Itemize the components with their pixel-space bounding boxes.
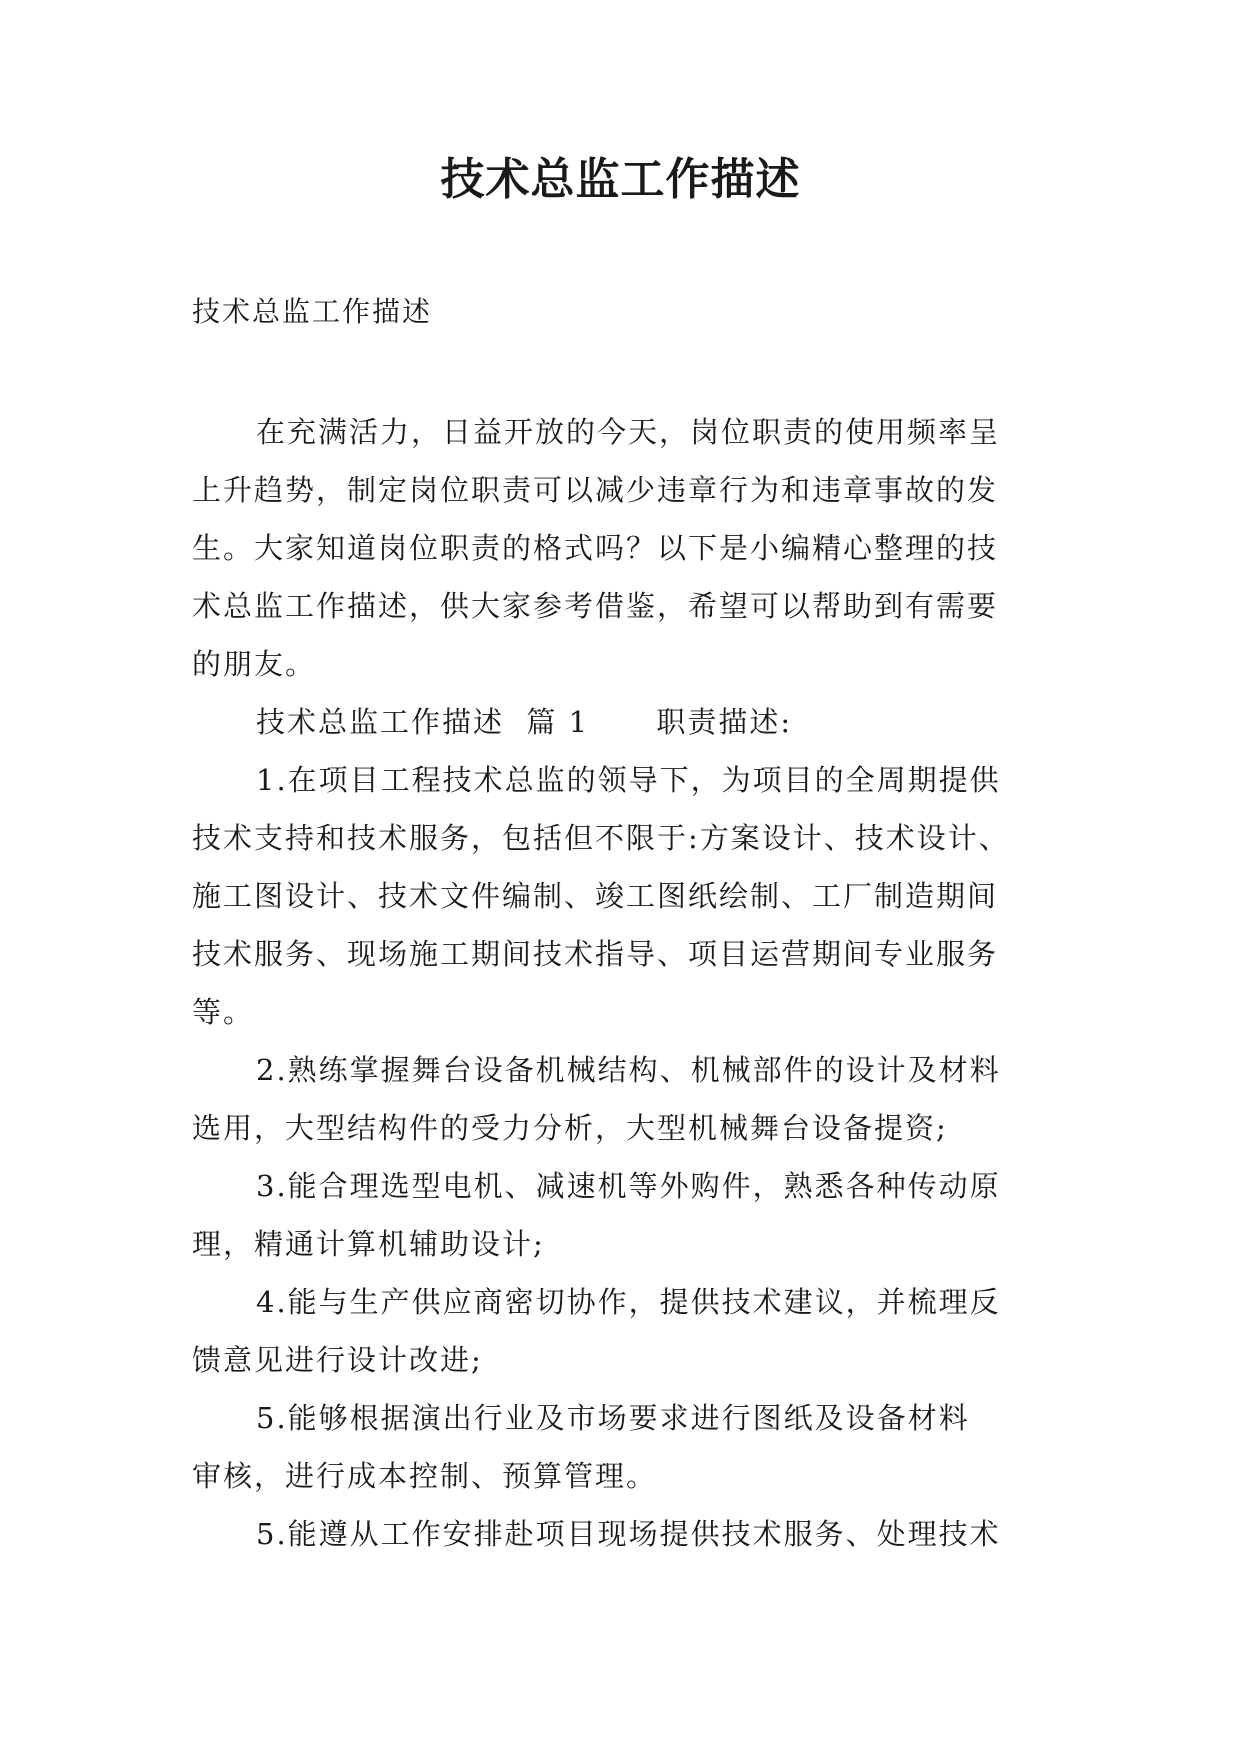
- text-line: 技术支持和技术服务，包括但不限于:方案设计、技术设计、: [192, 821, 1010, 855]
- text-line: 馈意见进行设计改进;: [192, 1343, 483, 1377]
- text-line: 技术服务、现场施工期间技术指导、项目运营期间专业服务: [192, 937, 999, 971]
- document-body: [192, 403, 1072, 1563]
- text-line: 5.能遵从工作安排赴项目现场提供技术服务、处理技术: [256, 1517, 1001, 1551]
- text-line: 施工图设计、技术文件编制、竣工图纸绘制、工厂制造期间: [192, 879, 999, 913]
- text-line: 等。: [192, 995, 255, 1029]
- text-line: 生。大家知道岗位职责的格式吗？以下是小编精心整理的技: [192, 531, 999, 565]
- text-line: 5.能够根据演出行业及市场要求进行图纸及设备材料: [256, 1401, 970, 1435]
- text-line: 4.能与生产供应商密切协作，提供技术建议，并梳理反: [256, 1285, 1001, 1319]
- text-line: 3.能合理选型电机、减速机等外购件，熟悉各种传动原: [256, 1169, 1001, 1203]
- text-line: 2.熟练掌握舞台设备机械结构、机械部件的设计及材料: [256, 1053, 1001, 1087]
- text-line: 上升趋势，制定岗位职责可以减少违章行为和违章事故的发: [192, 473, 999, 507]
- text-line: 选用，大型结构件的受力分析，大型机械舞台设备提资;: [192, 1111, 948, 1145]
- text-line: 在充满活力，日益开放的今天，岗位职责的使用频率呈: [256, 415, 1001, 449]
- text-line: 审核，进行成本控制、预算管理。: [192, 1459, 658, 1493]
- document-subtitle: 技术总监工作描述: [192, 295, 433, 328]
- text-line: 术总监工作描述，供大家参考借鉴，希望可以帮助到有需要: [192, 589, 999, 623]
- section-heading: 技术总监工作描述 篇 1 职责描述:: [256, 705, 793, 739]
- text-line: 的朋友。: [192, 647, 317, 681]
- body-text: [192, 403, 1072, 1563]
- text-line: 理，精通计算机辅助设计;: [192, 1227, 545, 1261]
- document-title: 技术总监工作描述: [440, 154, 801, 205]
- text-line: 1.在项目工程技术总监的领导下，为项目的全周期提供: [256, 763, 1001, 797]
